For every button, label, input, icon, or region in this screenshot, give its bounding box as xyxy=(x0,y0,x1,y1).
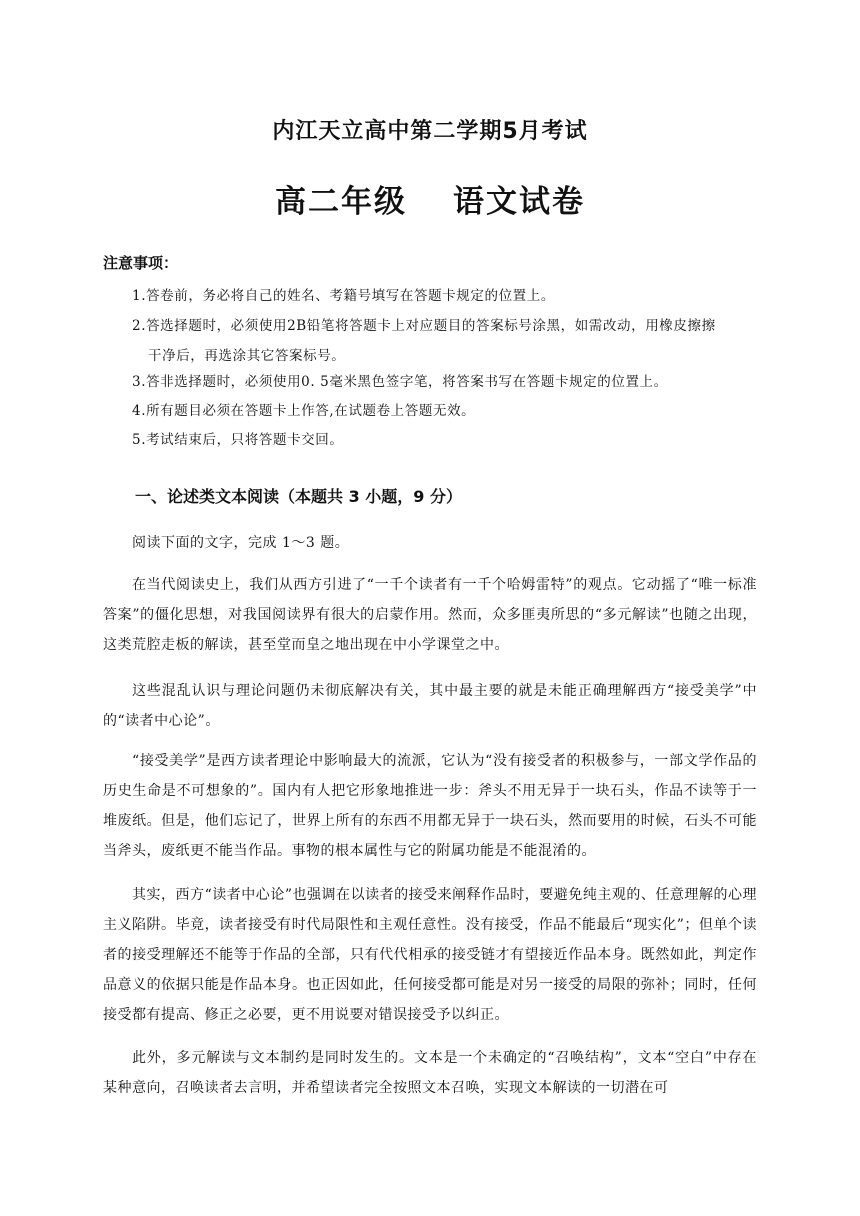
subject-label: 语文试卷 xyxy=(453,184,585,220)
passage-paragraph-2: 这些混乱认识与理论问题仍未彻底解决有关，其中最主要的就是未能正确理解西方“接受美学”中的“读者中心论”。 xyxy=(103,683,757,729)
notice-item-5 xyxy=(132,425,772,455)
notice-item-continuation: 干净后，再选涂其它答案标号。 xyxy=(148,348,346,364)
notice-item-2 xyxy=(132,311,772,371)
exam-subtitle xyxy=(0,176,860,221)
notice-item-4 xyxy=(132,396,772,426)
notice-item-text: 3.答非选择题时，必须使用0. 5毫米黑色签字笔，将答案书写在答题卡规定的位置上。 xyxy=(132,374,668,390)
notice-item-3 xyxy=(132,367,772,397)
notice-item-text: 5.考试结束后，只将答题卡交回。 xyxy=(132,432,344,448)
exam-title: 内江天立高中第二学期5月考试 xyxy=(272,119,588,144)
grade-label: 高二年级 xyxy=(275,184,407,220)
section-heading: 一、论述类文本阅读（本题共 3 小题，9 分） xyxy=(135,487,462,506)
passage-paragraph-1: 在当代阅读史上，我们从西方引进了“一千个读者有一千个哈姆雷特”的观点。它动摇了“唯一标准答案”的僵化思想，对我国阅读界有很大的启蒙作用。然而，众多匪夷所思的“多元解读”也随之出现，这类荒腔走板的解读，甚至堂而皇之地出现在中小学课堂之中。 xyxy=(103,577,757,653)
notice-item-text: 1.答卷前，务必将自己的姓名、考籍号填写在答题卡规定的位置上。 xyxy=(132,288,555,304)
notice-item-text: 2.答选择题时，必须使用2B铅笔将答题卡上对应题目的答案标号涂黑，如需改动，用橡皮擦擦 xyxy=(132,318,716,334)
notice-item-text: 4.所有题目必须在答题卡上作答,在试题卷上答题无效。 xyxy=(132,403,476,419)
passage-paragraph-4: 其实，西方“读者中心论”也强调在以读者的接受来阐释作品时，要避免纯主观的、任意理解的心理主义陷阱。毕竟，读者接受有时代局限性和主观任意性。没有接受，作品不能最后“现实化”；但单个读者的接受理解还不能等于作品的全部，只有代代相承的接受链才有望接近作品本身。既然如此，判定作品意义的依据只能是作品本身。也正因如此，任何接受都可能是对另一接受的局限的弥补；同时，任何接受都有提高、修正之必要，更不用说要对错误接受予以纠正。 xyxy=(103,887,757,1023)
notice-heading: 注意事项： xyxy=(103,254,179,272)
passage-paragraph-5: 此外，多元解读与文本制约是同时发生的。文本是一个未确定的“召唤结构”，文本“空白”中存在某种意向，召唤读者去言明，并希望读者完全按照文本召唤，实现文本解读的一切潜在可 xyxy=(103,1050,757,1096)
notice-item-1 xyxy=(132,281,772,311)
reading-instruction: 阅读下面的文字，完成 1～3 题。 xyxy=(132,535,350,551)
passage-paragraph-3: “接受美学”是西方读者理论中影响最大的流派，它认为“没有接受者的积极参与，一部文学作品的历史生命是不可想象的”。国内有人把它形象地推进一步：斧头不用无异于一块石头，作品不读等于一堆废纸。但是，他们忘记了，世界上所有的东西不用都无异于一块石头，然而要用的时候，石头不可能当斧头，废纸更不能当作品。事物的根本属性与它的附属功能是不能混淆的。 xyxy=(103,753,757,859)
